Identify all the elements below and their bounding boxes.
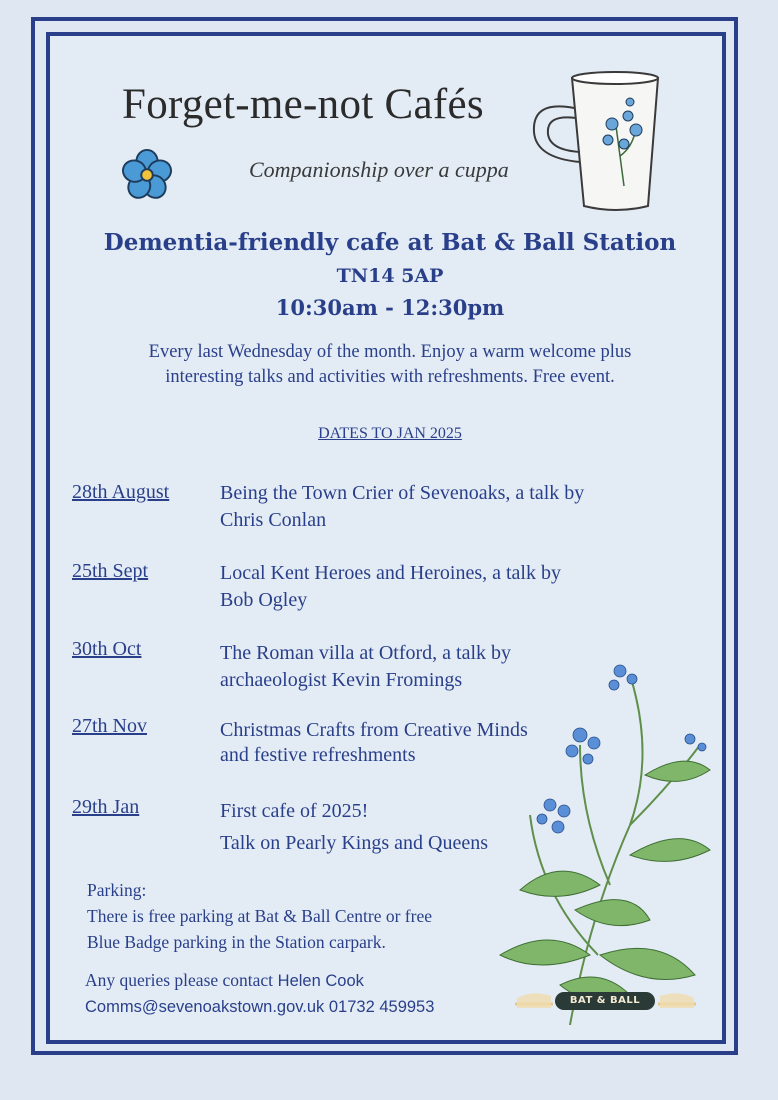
schedule-date: 25th Sept (72, 560, 149, 582)
intro-line: Every last Wednesday of the month. Enjoy a warm welcome plus (148, 342, 632, 362)
description-line: Chris Conlan (220, 509, 327, 531)
event-postcode: TN14 5AP (336, 265, 444, 287)
description-line: Being the Town Crier of Sevenoaks, a talk by (220, 482, 585, 504)
event-intro (80, 340, 700, 390)
schedule-date: 30th Oct (72, 638, 142, 660)
description-line: Christmas Crafts from Creative Minds (220, 719, 528, 741)
bat-and-ball-logo (513, 978, 698, 1022)
description-line: First cafe of 2025! (220, 800, 369, 822)
mug-icon (524, 66, 664, 216)
description-line: and festive refreshments (220, 744, 416, 766)
contact-label: Any queries please contact (85, 970, 274, 990)
contact-name: Helen Cook (277, 972, 364, 990)
description-line: archaeologist Kevin Fromings (220, 669, 463, 691)
forget-me-not-plant-illustration (480, 655, 725, 1025)
parking-line: Blue Badge parking in the Station carpark. (87, 932, 386, 952)
contact-info (85, 967, 434, 1020)
forget-me-not-flower-icon (118, 148, 176, 202)
event-title: Dementia-friendly cafe at Bat & Ball Station (103, 229, 677, 256)
dates-heading: DATES TO JAN 2025 (318, 425, 462, 442)
schedule-date: 28th August (72, 481, 170, 503)
tagline: Companionship over a cuppa (249, 157, 509, 182)
description-line: Local Kent Heroes and Heroines, a talk by (220, 562, 561, 584)
schedule-date: 29th Jan (72, 796, 140, 818)
parking-label: Parking: (87, 880, 147, 900)
schedule-description (220, 480, 660, 534)
description-line: The Roman villa at Otford, a talk by (220, 642, 512, 664)
schedule-description (220, 560, 660, 614)
event-time: 10:30am - 12:30pm (275, 295, 505, 320)
contact-details[interactable]: Comms@sevenoakstown.gov.uk 01732 459953 (85, 998, 435, 1016)
logo-text: BAT & BALL (555, 992, 655, 1010)
parking-info (87, 877, 432, 955)
schedule-date: 27th Nov (72, 715, 147, 737)
description-line: Bob Ogley (220, 589, 308, 611)
parking-line: There is free parking at Bat & Ball Centre or free (87, 906, 432, 926)
cafe-title: Forget-me-not Cafés (122, 81, 484, 128)
description-line: Talk on Pearly Kings and Queens (220, 832, 488, 854)
intro-line: interesting talks and activities with refreshments. Free event. (165, 367, 615, 387)
